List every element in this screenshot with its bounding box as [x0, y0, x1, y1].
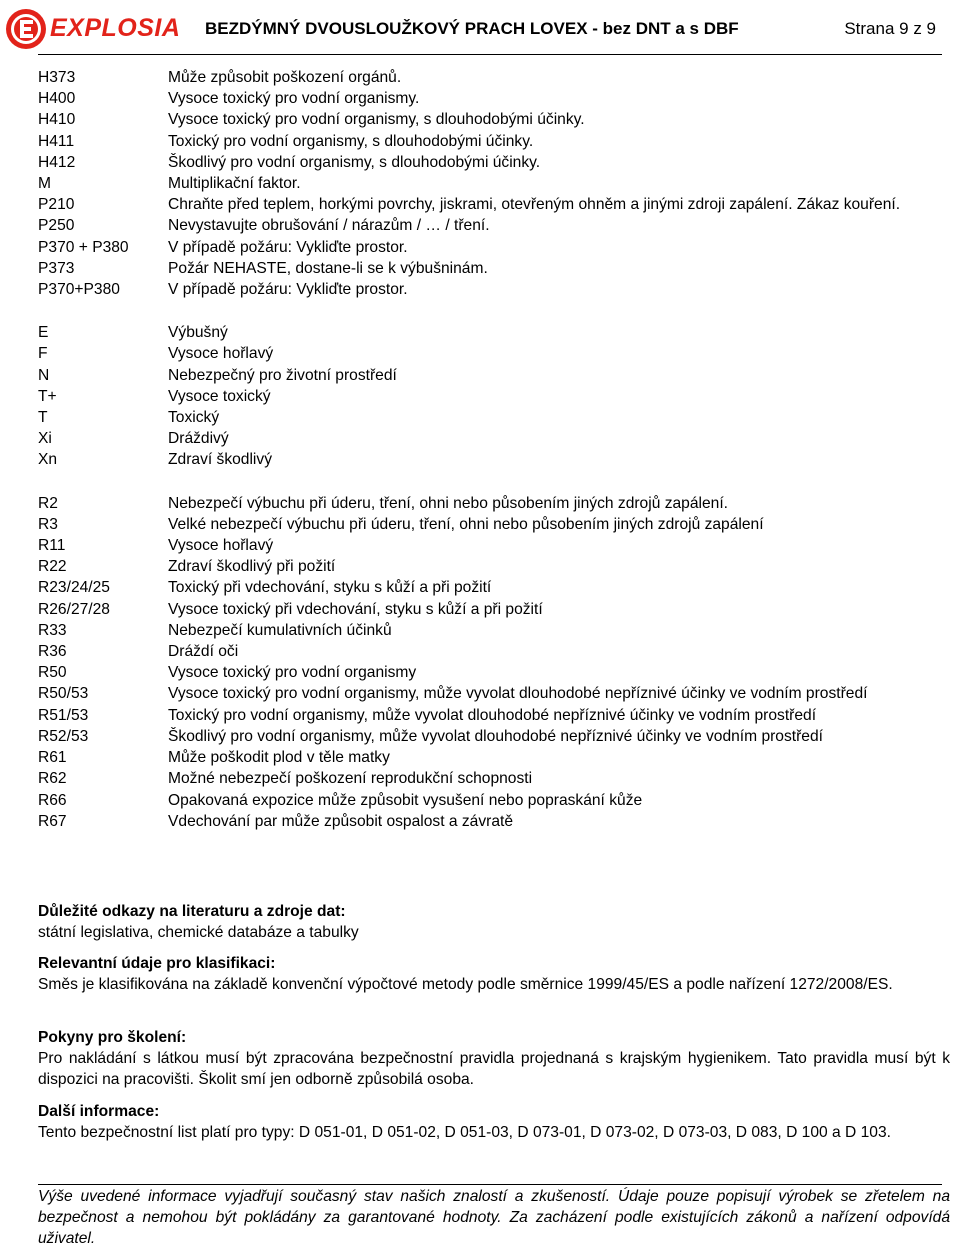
phrase-text: Vysoce toxický pro vodní organismy [168, 664, 417, 682]
phrase-code: F [38, 345, 48, 363]
phrase-code: T [38, 409, 48, 427]
phrase-row [38, 258, 950, 279]
phrase-row [38, 705, 950, 726]
phrase-text: Vysoce toxický při vdechování, styku s kůží a při požití [168, 600, 543, 618]
literature-body: státní legislativa, chemické databáze a tabulky [38, 924, 359, 942]
document-title: BEZDÝMNÝ DVOUSLOUŽKOVÝ PRACH LOVEX - bez DNT a s DBF [205, 19, 739, 38]
phrase-text: Může způsobit poškození orgánů. [168, 69, 402, 86]
phrase-code: R67 [38, 812, 67, 830]
explosia-emblem-icon [4, 7, 48, 51]
hazard-symbols [38, 322, 950, 470]
phrase-code: P370 + P380 [38, 238, 129, 256]
phrase-text: Toxický [168, 409, 220, 427]
classification-body: Směs je klasifikována na základě konvenční výpočtové metody podle směrnice 1999/45/ES a podle nařízení 1272/2008/ES. [38, 976, 893, 994]
phrase-code: R11 [38, 537, 66, 555]
phrase-code: P370+P380 [38, 281, 120, 299]
phrase-code: R36 [38, 643, 67, 661]
phrase-text: Toxický pro vodní organismy, může vyvolat dlouhodobé nepříznivé účinky ve vodním prostředí [168, 706, 817, 724]
literature-heading: Důležité odkazy na literaturu a zdroje dat: [38, 903, 346, 920]
phrase-text: Zdraví škodlivý [168, 451, 272, 469]
phrase-row [38, 386, 950, 407]
phrase-text: Požár NEHASTE, dostane-li se k výbušninám. [168, 259, 488, 277]
r-phrases [38, 493, 950, 832]
phrase-text: Toxický pro vodní organismy, s dlouhodobými účinky. [168, 132, 534, 150]
h-p-statements [38, 67, 950, 300]
phrase-row [38, 811, 950, 832]
phrase-text: Výbušný [168, 324, 228, 342]
phrase-row [38, 407, 950, 428]
explosia-logo [4, 7, 182, 49]
phrase-code: R2 [38, 494, 58, 512]
phrase-code: R52/53 [38, 727, 89, 745]
phrase-text: Opakovaná expozice může způsobit vysušení nebo popraskání kůže [168, 791, 643, 809]
phrase-text: Zdraví škodlivý při požití [168, 558, 336, 576]
phrase-row [38, 449, 950, 470]
training-section [38, 1027, 950, 1091]
phrase-text: V případě požáru: Vykliďte prostor. [168, 281, 408, 299]
phrase-code: Xi [38, 430, 52, 448]
phrase-text: Nebezpečný pro životní prostředí [168, 366, 397, 384]
phrase-code: R66 [38, 791, 67, 809]
phrase-code: M [38, 175, 51, 193]
phrase-code: R26/27/28 [38, 600, 110, 618]
phrase-text: Možné nebezpečí poškození reprodukční schopnosti [168, 770, 533, 788]
phrase-row [38, 577, 950, 598]
other-info-heading: Další informace: [38, 1103, 160, 1120]
phrase-code: P250 [38, 217, 75, 235]
phrase-text: Dráždivý [168, 430, 229, 448]
phrase-row [38, 237, 950, 258]
phrase-row [38, 620, 950, 641]
phrase-row [38, 747, 950, 768]
phrase-row [38, 514, 950, 535]
phrase-code: T+ [38, 387, 57, 405]
phrase-code: R50 [38, 664, 67, 682]
phrase-row [38, 683, 950, 704]
phrase-code: H400 [38, 90, 76, 108]
page-number: Strana 9 z 9 [844, 19, 936, 38]
phrase-row [38, 556, 950, 577]
phrase-code: Xn [38, 451, 58, 469]
phrase-row [38, 365, 950, 386]
spacer [38, 300, 950, 322]
phrase-code: H412 [38, 153, 76, 171]
phrase-code: R22 [38, 558, 67, 576]
phrase-row [38, 768, 950, 789]
disclaimer-footer: Výše uvedené informace vyjadřují současný stav našich znalostí a zkušeností. Údaje pouze popisují výrobek se zřetelem na bezpečnost a nemohou být pokládány za garantované hodnoty. Za zacházení podle existujících zákonů a nařízení odpovídá uživatel. [38, 1188, 950, 1248]
phrase-text: Vysoce hořlavý [168, 345, 274, 363]
training-body: Pro nakládání s látkou musí být zpracována bezpečnostní pravidla projednaná s krajským hygienikem. Tato pravidla musí být k dispozici na pracovišti. Školit smí jen odborně způsobilá osoba. [38, 1050, 950, 1089]
phrase-row [38, 322, 950, 343]
phrase-text: Nevystavujte obrušování / nárazům / … / tření. [168, 217, 490, 235]
phrase-text: V případě požáru: Vykliďte prostor. [168, 238, 408, 256]
phrase-row [38, 535, 950, 556]
phrase-row [38, 641, 950, 662]
phrase-code: R51/53 [38, 706, 89, 724]
phrase-text: Škodlivý pro vodní organismy, s dlouhodobými účinky. [168, 153, 541, 171]
phrase-row [38, 109, 950, 130]
phrase-code: H411 [38, 132, 75, 150]
phrase-text: Vysoce toxický pro vodní organismy. [168, 90, 420, 108]
phrase-row [38, 428, 950, 449]
phrase-row [38, 279, 950, 300]
phrase-code: R61 [38, 749, 67, 767]
phrase-row [38, 194, 950, 215]
phrase-text: Vysoce toxický [168, 387, 271, 405]
phrase-code: E [38, 324, 49, 342]
phrase-text: Vysoce toxický pro vodní organismy, s dlouhodobými účinky. [168, 111, 585, 129]
phrase-text: Nebezpečí výbuchu při úderu, tření, ohni nebo působením jiných zdrojů zapálení. [168, 494, 728, 512]
phrase-text: Velké nebezpečí výbuchu při úderu, tření, ohni nebo působením jiných zdrojů zapálení [168, 515, 764, 533]
phrase-row [38, 493, 950, 514]
phrase-row [38, 599, 950, 620]
other-info-body: Tento bezpečnostní list platí pro typy: D 051-01, D 051-02, D 051-03, D 073-01, D 073-02, D 073-03, D 083, D 100 a D 103. [38, 1124, 891, 1142]
footer-divider [38, 1184, 942, 1185]
phrase-code: R62 [38, 770, 67, 788]
phrase-text: Může poškodit plod v těle matky [168, 749, 390, 767]
phrase-text: Vysoce toxický pro vodní organismy, může vyvolat dlouhodobé nepříznivé účinky ve vodním prostředí [168, 685, 868, 703]
phrase-row [38, 343, 950, 364]
phrase-code: R3 [38, 515, 58, 533]
phrase-row [38, 67, 950, 88]
phrase-text: Dráždí oči [168, 643, 239, 661]
phrase-row [38, 88, 950, 109]
phrase-row [38, 790, 950, 811]
spacer [38, 471, 950, 493]
page-header [0, 0, 960, 58]
phrase-row [38, 152, 950, 173]
hazard-phrases-list [38, 67, 950, 832]
phrase-code: R33 [38, 621, 67, 639]
phrase-code: R50/53 [38, 685, 89, 703]
phrase-text: Škodlivý pro vodní organismy, může vyvolat dlouhodobé nepříznivé účinky ve vodním prostředí [168, 727, 823, 745]
other-info-section [38, 1101, 950, 1143]
phrase-code: H410 [38, 111, 76, 129]
phrase-text: Toxický při vdechování, styku s kůží a při požití [168, 579, 492, 597]
phrase-code: H373 [38, 69, 76, 86]
phrase-row [38, 662, 950, 683]
training-heading: Pokyny pro školení: [38, 1029, 187, 1046]
phrase-text: Vysoce hořlavý [168, 537, 274, 555]
phrase-text: Multiplikační faktor. [168, 175, 301, 193]
phrase-code: N [38, 366, 50, 384]
phrase-row [38, 215, 950, 236]
phrase-row [38, 173, 950, 194]
logo-wordmark: EXPLOSIA [50, 14, 181, 42]
phrase-text: Vdechování par může způsobit ospalost a závratě [168, 812, 513, 830]
phrase-row [38, 726, 950, 747]
classification-section [38, 953, 950, 995]
phrase-text: Nebezpečí kumulativních účinků [168, 621, 392, 639]
phrase-code: P373 [38, 259, 75, 277]
phrase-row [38, 131, 950, 152]
header-divider [38, 54, 942, 55]
literature-section [38, 901, 950, 943]
classification-heading: Relevantní údaje pro klasifikaci: [38, 955, 276, 972]
phrase-code: P210 [38, 196, 75, 214]
phrase-text: Chraňte před teplem, horkými povrchy, jiskrami, otevřeným ohněm a jinými zdroji zapálení. Zákaz kouření. [168, 196, 901, 214]
phrase-code: R23/24/25 [38, 579, 110, 597]
